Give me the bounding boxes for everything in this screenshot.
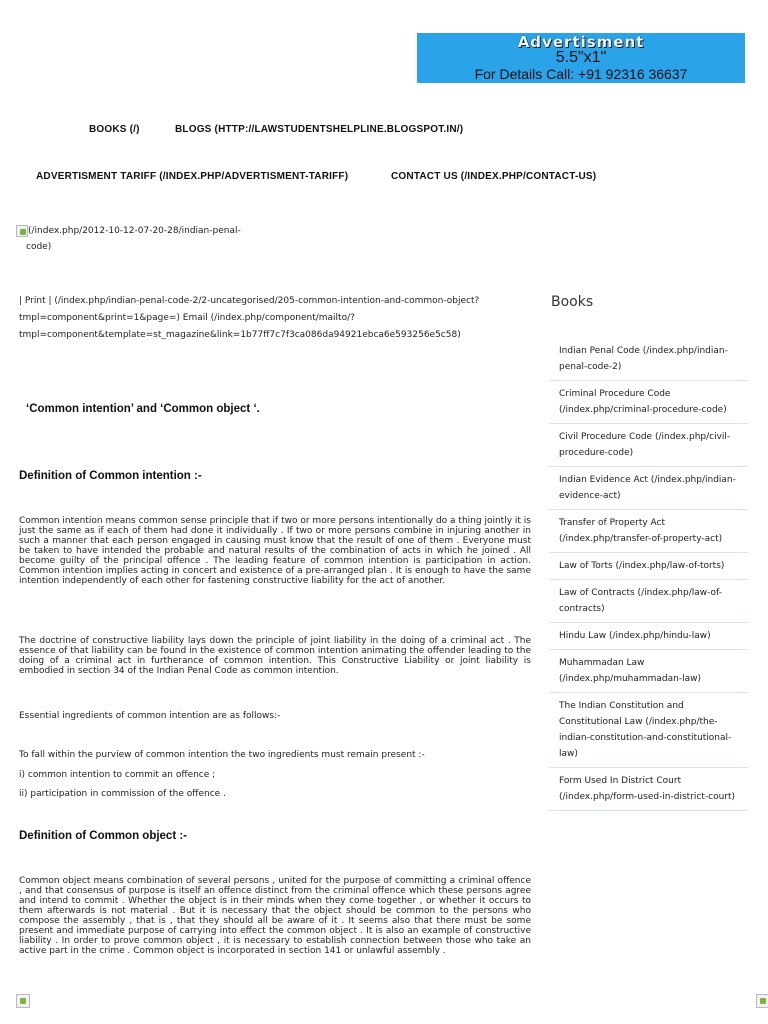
paragraph-constructive-liability: The doctrine of constructive liability lays down the principle of joint liability in the doing of a criminal act . The essence of that liability can be found in the existence of common intention animating the offender leading to the doing of a criminal act in furtherance of common intention. This Constructive Liability or joint liability is embodied in section 34 of the Indian Penal Code as common intention.: [19, 636, 531, 676]
list-item-1: i) common intention to commit an offence ;: [19, 770, 216, 780]
sidebar-item-law-of-torts[interactable]: Law of Torts (/index.php/law-of-torts): [549, 553, 748, 580]
article-image-link[interactable]: [16, 223, 276, 255]
email-link-line2[interactable]: tmpl=component&print=1&page=) Email (/index.php/component/mailto/?: [19, 313, 355, 323]
broken-image-icon: [16, 225, 28, 237]
ad-size: 5.5"x1": [555, 49, 607, 66]
heading-common-intention: Definition of Common intention :-: [19, 470, 202, 482]
nav-link-contact-us[interactable]: CONTACT US (/INDEX.PHP/CONTACT-US): [391, 171, 597, 182]
sidebar-item-criminal-procedure-code[interactable]: Criminal Procedure Code (/index.php/criminal-procedure-code): [549, 381, 748, 424]
article-image-alt-line2: code): [26, 242, 52, 252]
paragraph-purview: To fall within the purview of common intention the two ingredients must remain present :-: [19, 750, 425, 760]
sidebar-item-indian-constitution[interactable]: The Indian Constitution and Constitutional Law (/index.php/the-indian-constitution-and-constitutional-law): [549, 693, 748, 768]
nav-link-advertisment-tariff[interactable]: ADVERTISMENT TARIFF (/INDEX.PHP/ADVERTISMENT-TARIFF): [36, 171, 349, 182]
article-title: ‘Common intention’ and ‘Common object ‘.: [26, 403, 260, 415]
sidebar-books-title: Books: [551, 294, 594, 310]
sidebar-item-indian-penal-code[interactable]: Indian Penal Code (/index.php/indian-penal-code-2): [549, 338, 748, 381]
sidebar-book-list: [549, 338, 748, 811]
advertisement-banner[interactable]: [417, 33, 745, 83]
nav-link-blogs[interactable]: BLOGS (HTTP://LAWSTUDENTSHELPLINE.BLOGSPOT.IN/): [175, 124, 464, 135]
ad-title: Advertisment: [517, 33, 645, 51]
broken-image-icon[interactable]: [756, 994, 768, 1008]
sidebar-item-hindu-law[interactable]: Hindu Law (/index.php/hindu-law): [549, 623, 748, 650]
heading-common-object: Definition of Common object :-: [19, 830, 188, 842]
article-image-alt-line1: (/index.php/2012-10-12-07-20-28/indian-penal-: [28, 226, 241, 236]
paragraph-common-intention: Common intention means common sense principle that if two or more persons intentionally do a thing jointly it is just the same as if each of them had done it individually . If two or more persons combine in injuring another in such a manner that each person engaged in causing must know that the result of one of them . Everyone must be taken to have intended the probable and natural results of the combination of acts in which he joined . All become guilty of the principal offence . The leading feature of common intention is participation in action. Common intention implies acting in concert and existence of a pre-arranged plan . It is enough to have the same intention independently of each other for fastening constructive liability for the act of another.: [19, 516, 531, 586]
email-link-line3[interactable]: tmpl=component&template=st_magazine&link=1b77ff7c7f3ca086da94921ebca6e593256e5c58): [19, 330, 461, 340]
nav-link-books[interactable]: BOOKS (/): [89, 124, 140, 135]
list-item-2: ii) participation in commission of the offence .: [19, 789, 226, 799]
paragraph-essential-ingredients: Essential ingredients of common intention are as follows:-: [19, 711, 281, 721]
sidebar-item-transfer-of-property-act[interactable]: Transfer of Property Act (/index.php/transfer-of-property-act): [549, 510, 748, 553]
sidebar-item-form-used-in-district-court[interactable]: Form Used In District Court (/index.php/form-used-in-district-court): [549, 768, 748, 811]
sidebar-item-civil-procedure-code[interactable]: Civil Procedure Code (/index.php/civil-procedure-code): [549, 424, 748, 467]
sidebar-item-indian-evidence-act[interactable]: Indian Evidence Act (/index.php/indian-evidence-act): [549, 467, 748, 510]
print-email-links[interactable]: [19, 293, 539, 344]
sidebar-item-muhammadan-law[interactable]: Muhammadan Law (/index.php/muhammadan-law): [549, 650, 748, 693]
paragraph-common-object: Common object means combination of several persons , united for the purpose of committing a criminal offence , and that consensus of purpose is itself an offence distinct from the criminal offence which these persons agree and intend to commit . Whether the object is in their minds when they come together , or whether it occurs to them afterwards is not material . But it is necessary that the object should be common to the persons who compose the assembly , that is , that they should all be aware of it . It seems also that there must be some present and immediate purpose of carrying into effect the common object . It is also an example of constructive liability . In order to prove common object , it is necessary to establish connection between those who take an active part in the crime . Common object is incorporated in section 141 or unlawful assembly .: [19, 876, 531, 956]
sidebar-item-law-of-contracts[interactable]: Law of Contracts (/index.php/law-of-contracts): [549, 580, 748, 623]
print-link-line1[interactable]: | Print | (/index.php/indian-penal-code-2/2-uncategorised/205-common-intention-and-common-object?: [19, 296, 480, 306]
broken-image-icon[interactable]: [16, 994, 30, 1008]
ad-contact: For Details Call: +91 92316 36637: [474, 66, 688, 82]
